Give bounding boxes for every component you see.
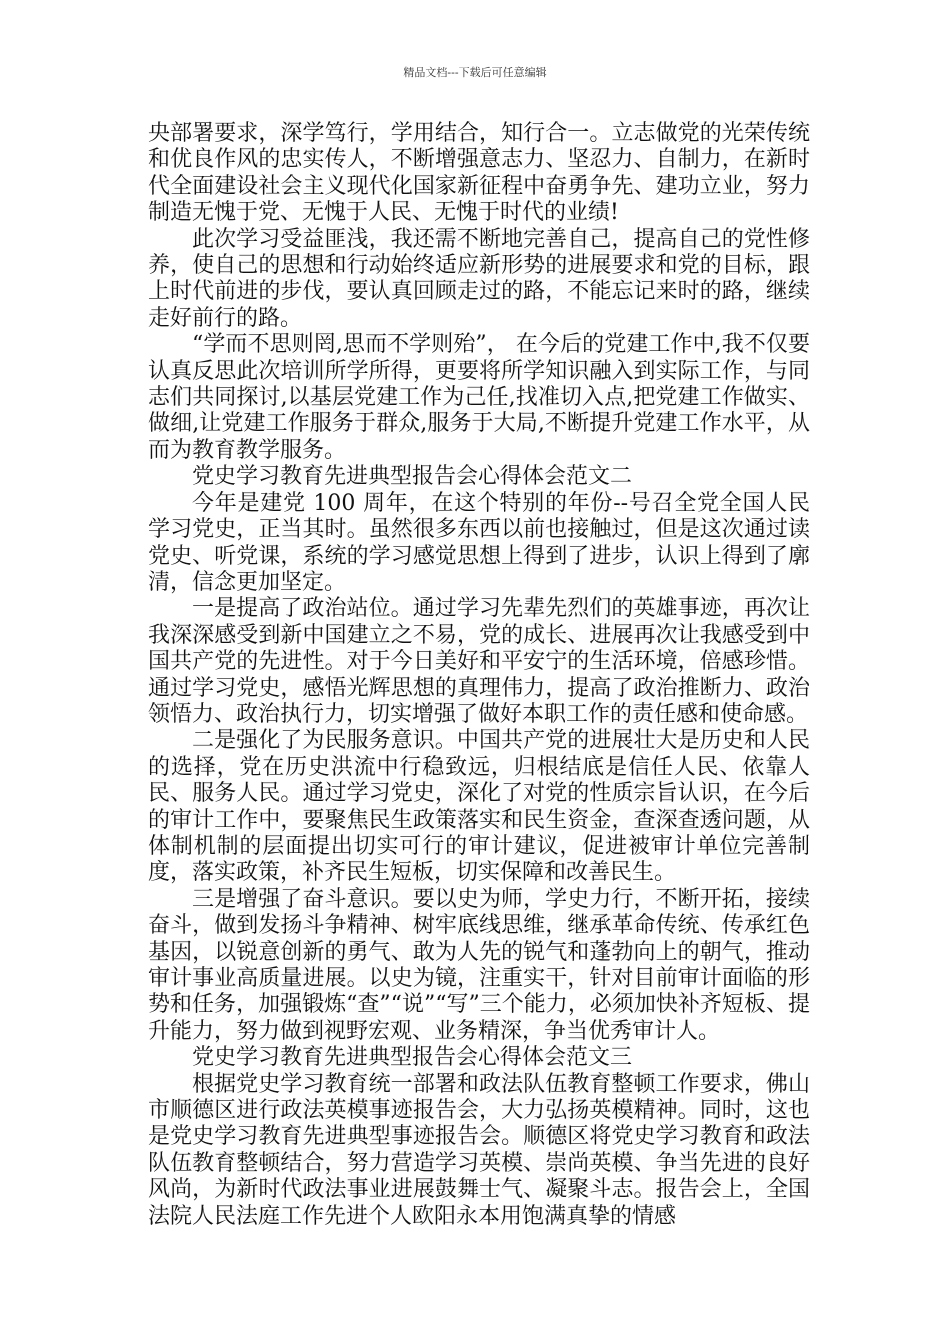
paragraph: “学而不思则罔,思而不学则殆”， 在今后的党建工作中,我不仅要认真反思此次培训所学所得，更要将所学知识融入到实际工作，与同志们共同探讨,以基层党建工作为己任,找准切入点,把党建工作做实、做细,让党建工作服务于群众,服务于大局,不断提升党建工作水平，从而为教育教学服务。	[148, 332, 810, 463]
section-heading: 党史学习教育先进典型报告会心得体会范文二	[192, 464, 633, 490]
paragraph: 三是增强了奋斗意识。要以史为师，学史力行，不断开拓，接续奋斗，做到发扬斗争精神、树牢底线思维，继承革命传统、传承红色基因，以锐意创新的勇气、敢为人先的锐气和蓬勃向上的朝气，推动审计事业高质量进展。以史为镜，注重实干，针对目前审计面临的形势和任务，加强锻炼“查”“说”“写”三个能力，必须加快补齐短板、提升能力，努力做到视野宏观、业务精深，争当优秀审计人。	[148, 886, 810, 1044]
section-heading: 党史学习教育先进典型报告会心得体会范文三	[192, 1045, 633, 1071]
paragraph: 今年是建党 100 周年，在这个特别的年份--号召全党全国人民学习党史，正当其时。虽然很多东西以前也接触过，但是这次通过读党史、听党课，系统的学习感觉思想上得到了进步，认识上得到了廓清，信念更加坚定。	[148, 490, 810, 595]
document-body	[148, 121, 810, 1230]
paragraph: 二是强化了为民服务意识。中国共产党的进展壮大是历史和人民的选择，党在历史洪流中行稳致远，归根结底是信任人民、依靠人民、服务人民。通过学习党史，深化了对党的性质宗旨认识，在今后的审计工作中，要聚焦民生政策落实和民生资金，查深查透问题，从体制机制的层面提出切实可行的审计建议，促进被审计单位完善制度，落实政策，补齐民生短板，切实保障和改善民生。	[148, 728, 810, 886]
paragraph: 此次学习受益匪浅，我还需不断地完善自己，提高自己的党性修养，使自己的思想和行动始终适应新形势的进展要求和党的目标，跟上时代前进的步伐，要认真回顾走过的路，不能忘记来时的路，继续走好前行的路。	[148, 226, 810, 331]
paragraph: 根据党史学习教育统一部署和政法队伍教育整顿工作要求，佛山市顺德区进行政法英模事迹报告会，大力弘扬英模精神。同时，这也是党史学习教育先进典型事迹报告会。顺德区将党史学习教育和政法队伍教育整顿结合，努力营造学习英模、崇尚英模、争当先进的良好风尚，为新时代政法事业进展鼓舞士气、凝聚斗志。报告会上，全国法院人民法庭工作先进个人欧阳永本用饱满真挚的情感	[148, 1071, 810, 1229]
paragraph-continued: 央部署要求，深学笃行，学用结合，知行合一。立志做党的光荣传统和优良作风的忠实传人，不断增强意志力、坚忍力、自制力，在新时代全面建设社会主义现代化国家新征程中奋勇争先、建功立业，努力制造无愧于党、无愧于人民、无愧于时代的业绩!	[148, 121, 810, 226]
page-header: 精品文档---下载后可任意编辑	[403, 66, 547, 79]
paragraph: 一是提高了政治站位。通过学习先辈先烈们的英雄事迹，再次让我深深感受到新中国建立之不易，党的成长、进展再次让我感受到中国共产党的先进性。对于今日美好和平安宁的生活环境，倍感珍惜。通过学习党史，感悟光辉思想的真理伟力，提高了政治推断力、政治领悟力、政治执行力，切实增强了做好本职工作的责任感和使命感。	[148, 596, 810, 727]
